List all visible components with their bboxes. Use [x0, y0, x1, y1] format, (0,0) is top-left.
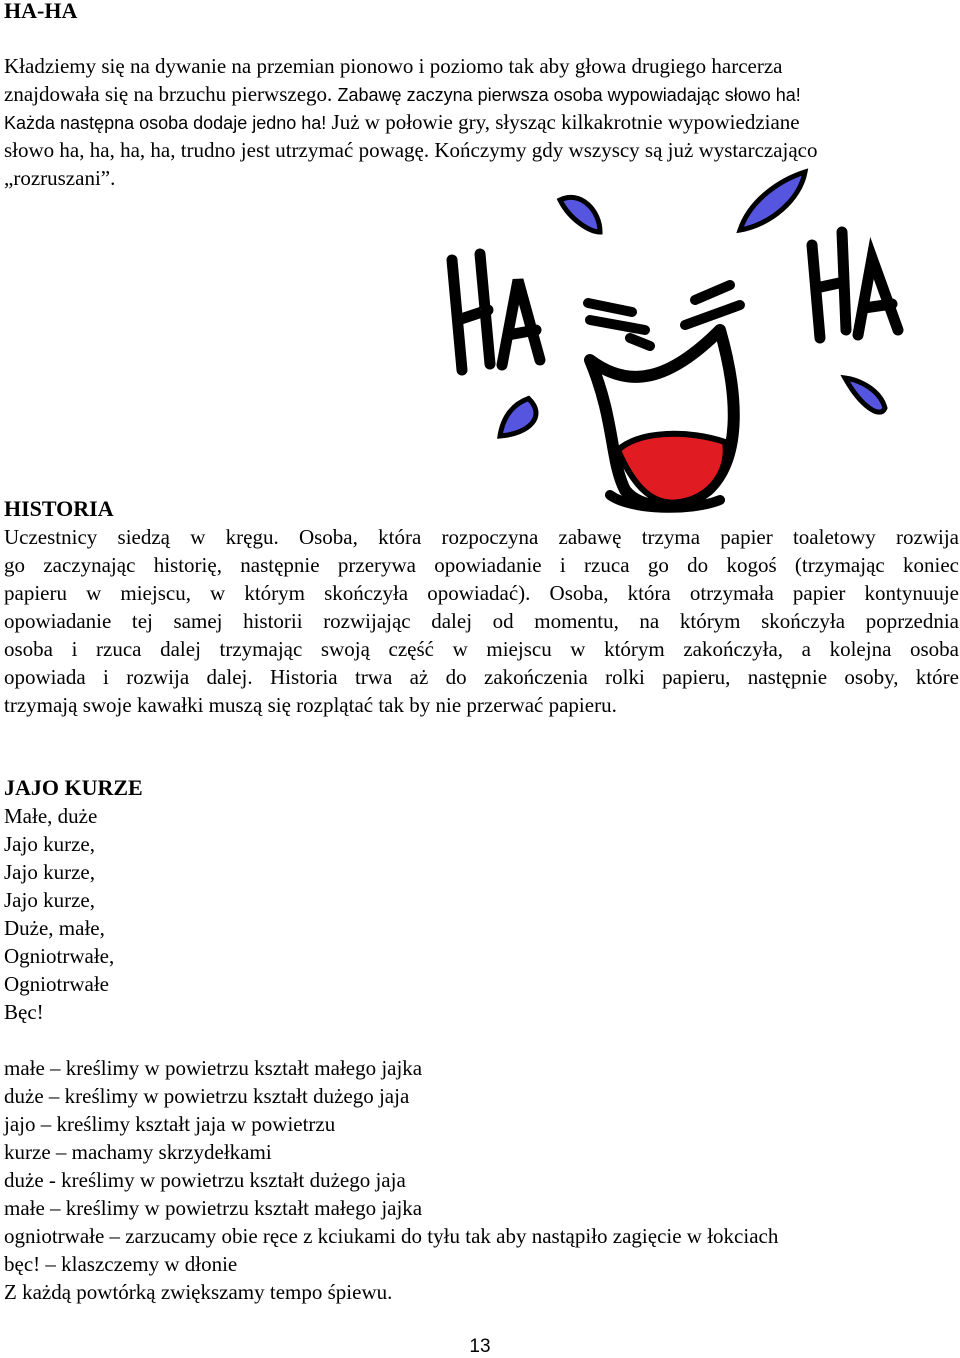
poem-line: Ogniotrwałe,: [4, 944, 115, 968]
instruction-line: duże – kreślimy w powietrzu kształt dużego jaja: [4, 1084, 410, 1108]
poem-line: Bęc!: [4, 1000, 44, 1024]
poem-line: Jajo kurze,: [4, 888, 95, 912]
historia-line-7: trzymają swoje kawałki muszą się rozplątać tak by nie przerwać papieru.: [4, 693, 617, 717]
haha-line-5-text: „rozruszani”.: [4, 166, 116, 190]
ha-right-label: HA: [850, 290, 852, 291]
instruction-line: kurze – machamy skrzydełkami: [4, 1140, 272, 1164]
haha-line-2-text-b: Zabawę zaczyna pierwsza osoba wypowiadając słowo ha!: [337, 85, 801, 105]
haha-line-3: [4, 108, 959, 136]
jajo-kurze-poem: [4, 802, 959, 1026]
historia-line-2: go zaczynając historię, następnie przerywa opowiadanie i rzuca go do kogoś (trzymając koniec: [4, 553, 959, 577]
poem-line: Ogniotrwałe: [4, 972, 109, 996]
historia-line-4: opowiadanie tej samej historii rozwijając dalej od momentu, na którym skończyła poprzednia: [4, 609, 959, 633]
laughing-face-icon: [440, 160, 910, 515]
instruction-line: małe – kreślimy w powietrzu kształt małego jajka: [4, 1056, 423, 1080]
teardrop-bottom-left-icon: [499, 393, 541, 445]
instruction-line: jajo – kreślimy kształt jaja w powietrzu: [4, 1112, 336, 1136]
page-number: 13: [469, 1336, 491, 1357]
poem-line: Jajo kurze,: [4, 860, 95, 884]
haha-line-3-text-a: Każda następna osoba dodaje jedno ha!: [4, 113, 327, 133]
section-title-jajo-kurze: JAJO KURZE: [4, 775, 143, 800]
haha-line-4-text-a: słowo ha, ha, ha, ha, trudno jest utrzymać powagę.: [4, 138, 430, 162]
poem-line: Małe, duże: [4, 804, 98, 828]
section-title-historia: HISTORIA: [4, 496, 114, 521]
historia-line-5: osoba i rzuca dalej trzymając swoją część w miejscu w którym zakończyła, a kolejna osoba: [4, 637, 959, 661]
teardrop-bottom-right-icon: [845, 378, 885, 412]
instruction-line: Z każdą powtórką zwiększamy tempo śpiewu.: [4, 1280, 393, 1304]
instruction-line: małe – kreślimy w powietrzu kształt małego jajka: [4, 1196, 423, 1220]
haha-line-1: [4, 52, 959, 80]
historia-line-1: Uczestnicy siedzą w kręgu. Osoba, która rozpoczyna zabawę trzyma papier toaletowy rozwija: [4, 525, 959, 549]
ha-left-label: HA: [480, 310, 482, 311]
section-title-haha: HA-HA: [4, 0, 78, 23]
teardrop-top-right-icon: [740, 172, 805, 230]
haha-line-2-text-a: znajdowała się na brzuchu pierwszego.: [4, 82, 333, 106]
haha-line-4-text-b: Kończymy gdy wszyscy są już wystarczająco: [429, 138, 818, 162]
poem-line: Jajo kurze,: [4, 832, 95, 856]
ha-left-icon: [452, 254, 540, 370]
jajo-kurze-instructions: [4, 1054, 959, 1306]
historia-description: [4, 523, 959, 719]
haha-line-2: [4, 80, 959, 108]
historia-line-6: opowiada i rozwija dalej. Historia trwa aż do zakończenia rolki papieru, następnie osoby, które: [4, 665, 959, 689]
instruction-line: duże - kreślimy w powietrzu kształt dużego jaja: [4, 1168, 406, 1192]
haha-line-3-text-b: Już w połowie gry, słysząc kilkakrotnie wypowiedziane: [326, 110, 800, 134]
instruction-line: bęc! – klaszczemy w dłonie: [4, 1252, 238, 1276]
teardrop-top-left-icon: [560, 197, 600, 232]
poem-line: Duże, małe,: [4, 916, 105, 940]
ha-right-icon: [812, 232, 898, 338]
historia-line-3: papieru w miejscu, w którym skończyła opowiadać). Osoba, która otrzymała papier kontynuuje: [4, 581, 959, 605]
instruction-line: ogniotrwałe – zarzucamy obie ręce z kciukami do tyłu tak aby nastąpiło zagięcie w łokciach: [4, 1224, 779, 1248]
haha-line-1-text: Kładziemy się na dywanie na przemian pionowo i poziomo tak aby głowa drugiego harcerza: [4, 54, 783, 78]
